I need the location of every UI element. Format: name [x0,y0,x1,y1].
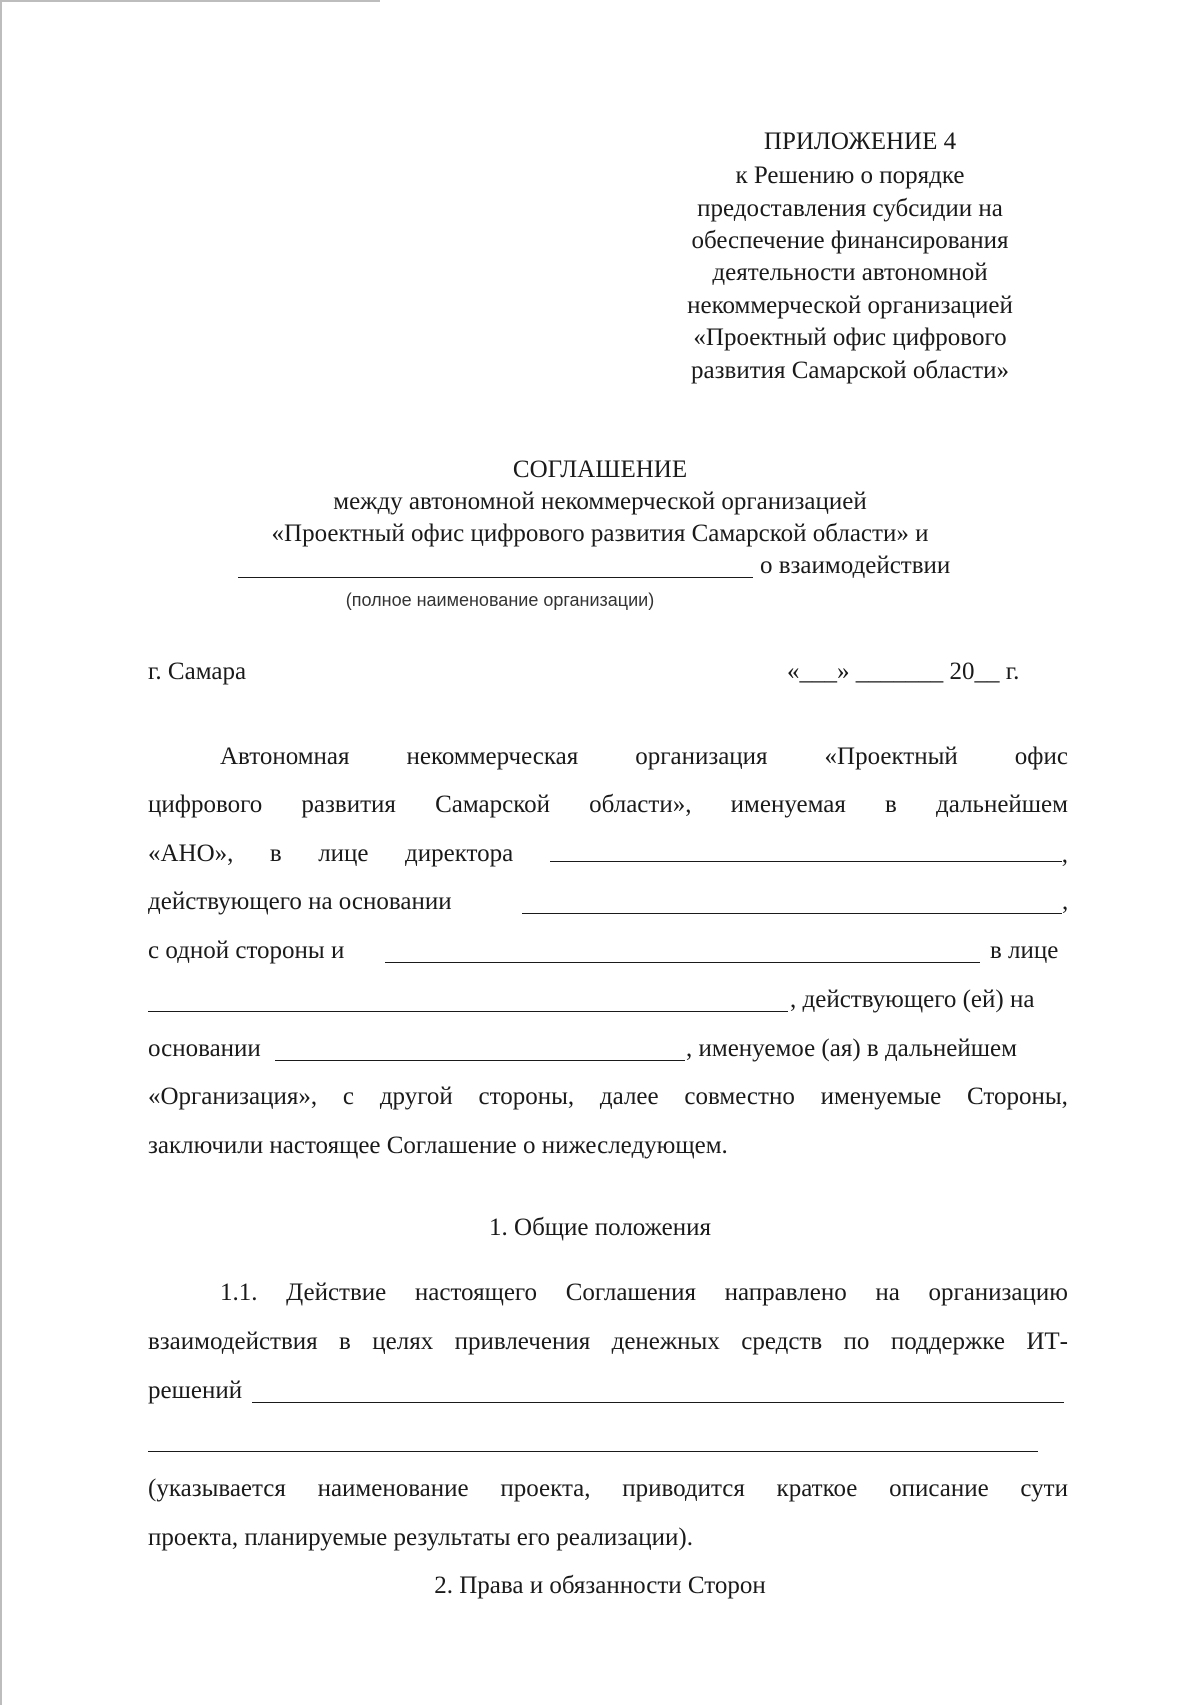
agreement-title: СОГЛАШЕНИЕ [512,456,688,483]
appendix-line: деятельности автономной [712,259,988,286]
preamble-line: Автономная некоммерческая организация «Проектный офис [220,743,1068,770]
preamble-line: заключили настоящее Соглашение о нижеследующем. [148,1132,728,1159]
scan-edge-left [0,0,2,1705]
date-template: «___» _______ 20__ г. [787,658,1020,685]
scan-edge-top [0,0,380,2]
city: г. Самара [148,658,247,685]
basis-blank-2 [275,1060,685,1061]
agreement-subtitle-end: о взаимодействии [760,552,951,579]
agreement-subtitle-line: «Проектный офис цифрового развития Самарской области» и [271,520,929,547]
appendix-title: ПРИЛОЖЕНИЕ 4 [763,128,957,155]
preamble-line: действующего на основании [148,888,452,915]
preamble-line-end: в лице [990,937,1059,964]
clause-note-line: (указывается наименование проекта, приводится краткое описание сути [148,1475,1068,1502]
clause-line: 1.1. Действие настоящего Соглашения направлено на организацию [220,1279,1068,1306]
agreement-subtitle-line: между автономной некоммерческой организацией [333,488,867,515]
preamble-line: «АНО», в лице директора , [148,840,1068,868]
appendix-line: к Решению о порядке [735,162,965,189]
appendix-line: развития Самарской области» [691,357,1009,384]
preamble-line-end: , именуемое (ая) в дальнейшем [686,1035,1017,1062]
project-blank-2 [148,1451,1038,1452]
preamble-line: «Организация», с другой стороны, далее совместно именуемые Стороны, [148,1083,1068,1110]
comma: , [1062,888,1069,915]
preamble-line: с одной стороны и [148,937,345,964]
appendix-line: обеспечение финансирования [691,227,1009,254]
organization-name-blank [238,577,753,578]
section-2-heading: 2. Права и обязанности Сторон [434,1572,766,1599]
preamble-line: цифрового развития Самарской области», именуемая в дальнейшем [148,791,1068,818]
organization-name-caption: (полное наименование организации) [345,590,655,610]
basis-blank [522,913,1062,914]
clause-line: взаимодействия в целях привлечения денежных средств по поддержке ИТ- [148,1328,1068,1355]
director-name-blank [550,839,1062,862]
clause-line: решений [148,1377,243,1404]
organization-blank [385,962,980,963]
section-1-heading: 1. Общие положения [489,1214,711,1241]
appendix-line: некоммерческой организацией [687,292,1013,319]
preamble-line: основании [148,1035,261,1062]
project-blank [252,1402,1064,1403]
preamble-line-end: , действующего (ей) на [790,986,1035,1013]
clause-note-line: проекта, планируемые результаты его реализации). [148,1524,693,1551]
representative-blank [148,1011,788,1012]
appendix-line: предоставления субсидии на [697,195,1003,222]
appendix-line: «Проектный офис цифрового [693,324,1007,351]
